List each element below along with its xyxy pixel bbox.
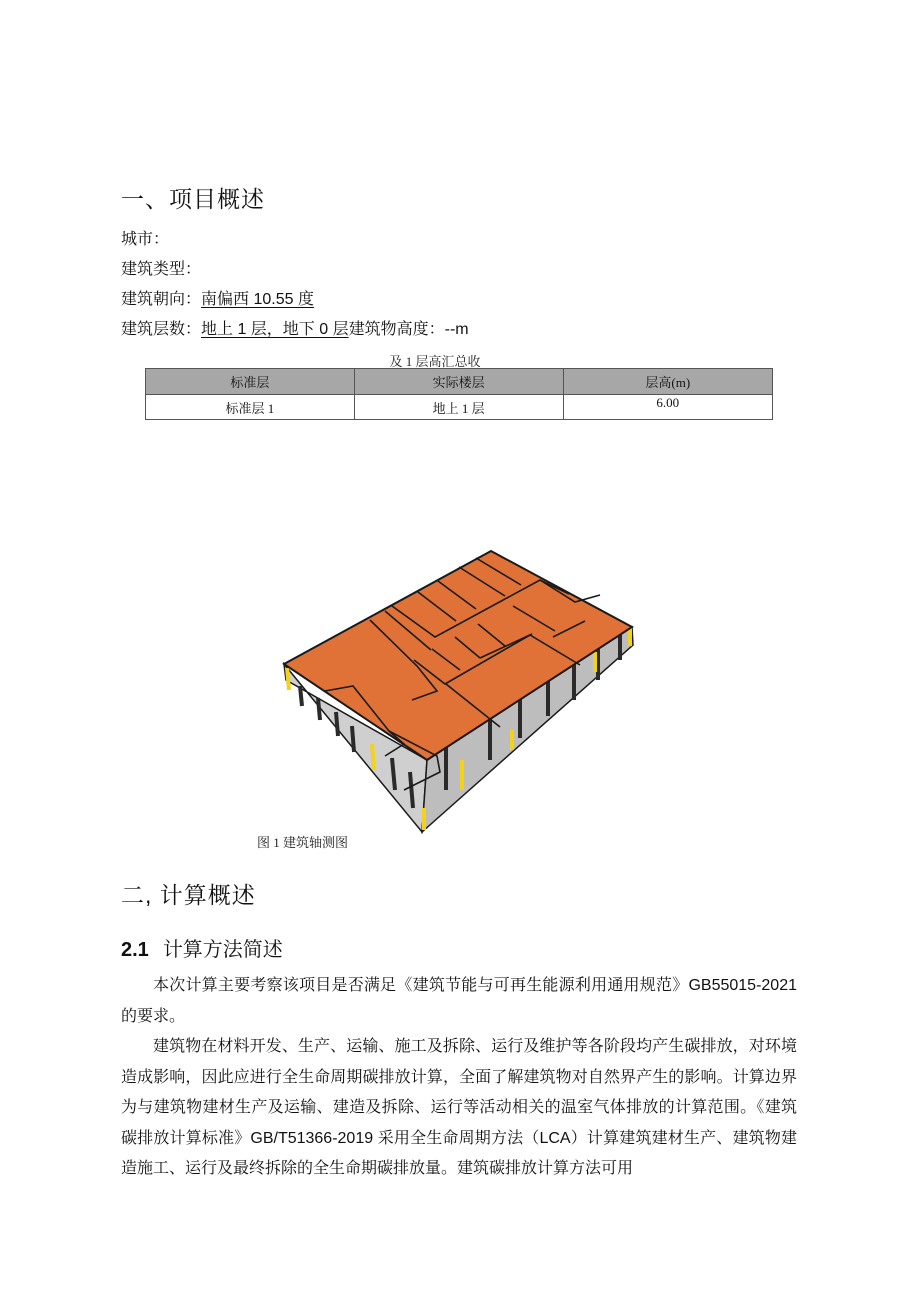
paragraph: 本次计算主要考察该项目是否满足《建筑节能与可再生能源利用通用规范》GB55015-2021 的要求。: [121, 977, 797, 1025]
section-2-title: 二, 计算概述: [121, 882, 256, 908]
subsection-title: 计算方法简述: [162, 939, 283, 961]
paragraph: 建筑物在材料开发、生产、运输、施工及拆除、运行及维护等各阶段均产生碳排放，对环境造成影响，因此应进行全生命周期碳排放计算，全面了解建筑物对自然界产生的影响。计算边界为与建筑物建材生产及运输、建造及拆除、运行等活动相关的温室气体排放的计算范围。《建筑碳排放计算标准》GB/T51366-2019 采用全生命周期方法（LCA）计算建筑建材生产、建筑物建造施工、运行及最终拆除的全生命期碳排放量。建筑碳排放计算方法可用: [121, 1038, 797, 1177]
city-label: 城市：: [121, 231, 170, 248]
building-axonometric-figure: [270, 540, 650, 840]
table-row: [146, 395, 773, 420]
floors-field: [121, 320, 469, 340]
subsection-number: 2.1: [121, 939, 149, 961]
table-header-cell: 层高(m): [563, 369, 772, 395]
table-cell: 标准层 1: [146, 395, 355, 420]
floors-label: 建筑层数：: [121, 321, 202, 338]
table-header-cell: 标准层: [146, 369, 355, 395]
table-header-cell: 实际楼层: [354, 369, 563, 395]
figure-caption: 图 1 建筑轴测图: [257, 835, 349, 850]
floors-value: 地上 1 层，地下 0 层: [201, 321, 349, 338]
orientation-label: 建筑朝向：: [121, 291, 202, 308]
section-1-title: 一、项目概述: [121, 186, 265, 212]
table-cell: 地上 1 层: [354, 395, 563, 420]
table-caption: 及 1 层高汇总收: [389, 354, 481, 369]
body-text: [121, 971, 797, 1185]
building-type-field: [121, 260, 201, 280]
height-value: --m: [444, 321, 469, 338]
building-type-label: 建筑类型：: [121, 261, 202, 278]
table-cell: 6.00: [563, 395, 772, 420]
height-label: 建筑物高度：: [348, 321, 445, 338]
city-field: [121, 230, 169, 250]
orientation-field: [121, 290, 314, 310]
floor-height-table: [145, 368, 773, 420]
table-header-row: [146, 369, 773, 395]
orientation-value: 南偏西 10.55 度: [201, 291, 314, 308]
subsection-2-1-heading: [121, 933, 283, 962]
